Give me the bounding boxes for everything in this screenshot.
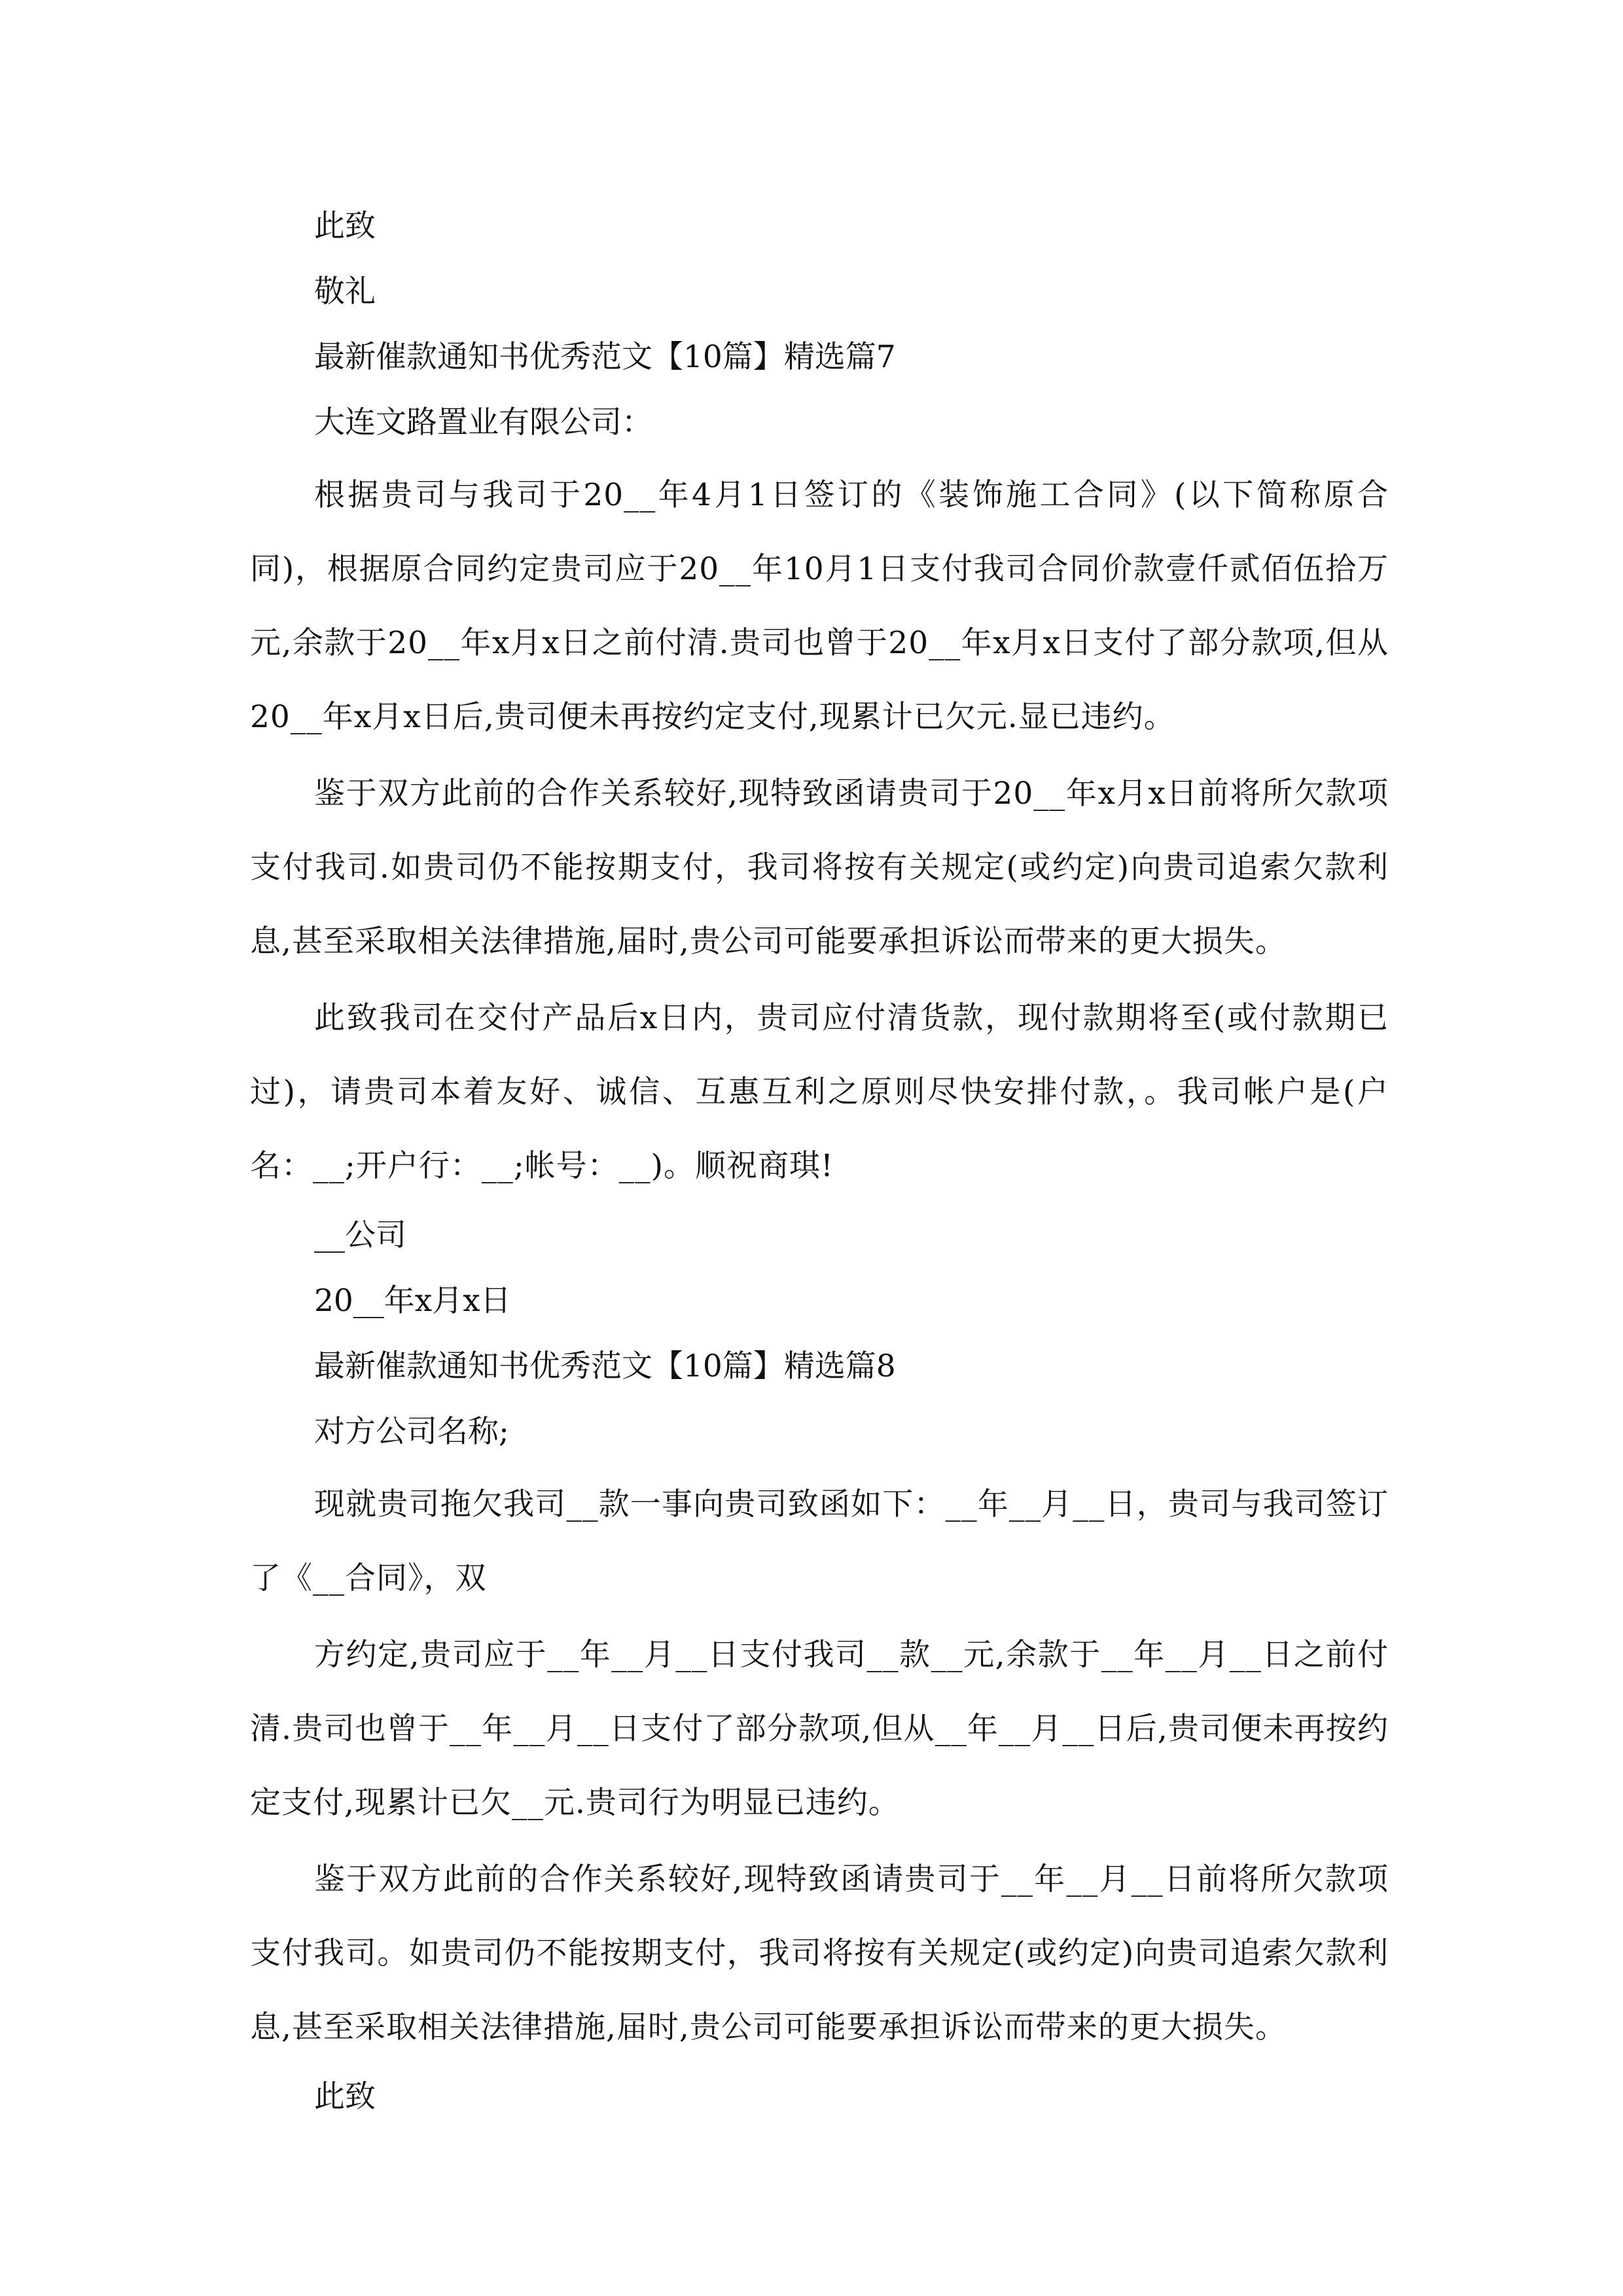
- paragraph-7-2: 鉴于双方此前的合作关系较好,现特致函请贵司于20__年x月x日前将所欠款项支付我司.如贵司仍不能按期支付，我司将按有关规定(或约定)向贵司追索欠款利息,甚至采取相关法律措施,届时,贵公司可能要承担诉讼而带来的更大损失。: [250, 776, 1389, 960]
- addressee-7: 大连文路置业有限公司：: [314, 404, 652, 440]
- signature-date-7: 20__年x月x日: [314, 1283, 511, 1319]
- paragraph-8-2: 方约定,贵司应于__年__月__日支付我司__款__元,余款于__年__月__日之前付清.贵司也曾于__年__月__日支付了部分款项,但从__年__月__日后,贵司便未再按约定支付,现累计已欠__元.贵司行为明显已违约。: [250, 1637, 1389, 1821]
- closing-salutation-8: 此致: [314, 2079, 376, 2115]
- closing-salutation: 此致: [314, 208, 376, 244]
- paragraph-7-3: 此致我司在交付产品后x日内，贵司应付清货款，现付款期将至(或付款期已过)，请贵司本着友好、诚信、互惠互利之原则尽快安排付款，。我司帐户是(户名：__;开户行：__;帐号：__)。顺祝商琪!: [250, 1000, 1389, 1184]
- section-heading-7: 最新催款通知书优秀范文【10篇】精选篇7: [314, 339, 896, 375]
- addressee-8: 对方公司名称;: [314, 1414, 509, 1450]
- document-body: [250, 194, 1389, 2130]
- paragraph-8-3: 鉴于双方此前的合作关系较好,现特致函请贵司于__年__月__日前将所欠款项支付我司。如贵司仍不能按期支付，我司将按有关规定(或约定)向贵司追索欠款利息,甚至采取相关法律措施,届时,贵公司可能要承担诉讼而带来的更大损失。: [250, 1861, 1389, 2045]
- signature-company-7: __公司: [314, 1217, 406, 1253]
- closing-respect: 敬礼: [314, 274, 376, 310]
- paragraph-7-1: 根据贵司与我司于20__年4月1日签订的《装饰施工合同》(以下简称原合同)，根据原合同约定贵司应于20__年10月1日支付我司合同价款壹仟贰佰伍拾万元,余款于20__年x月x日之前付清.贵司也曾于20__年x月x日支付了部分款项,但从20__年x月x日后,贵司便未再按约定支付,现累计已欠元.显已违约。: [250, 477, 1389, 735]
- paragraph-8-1: 现就贵司拖欠我司__款一事向贵司致函如下：__年__月__日，贵司与我司签订了《__合同》，双: [250, 1486, 1389, 1596]
- section-heading-8: 最新催款通知书优秀范文【10篇】精选篇8: [314, 1348, 896, 1384]
